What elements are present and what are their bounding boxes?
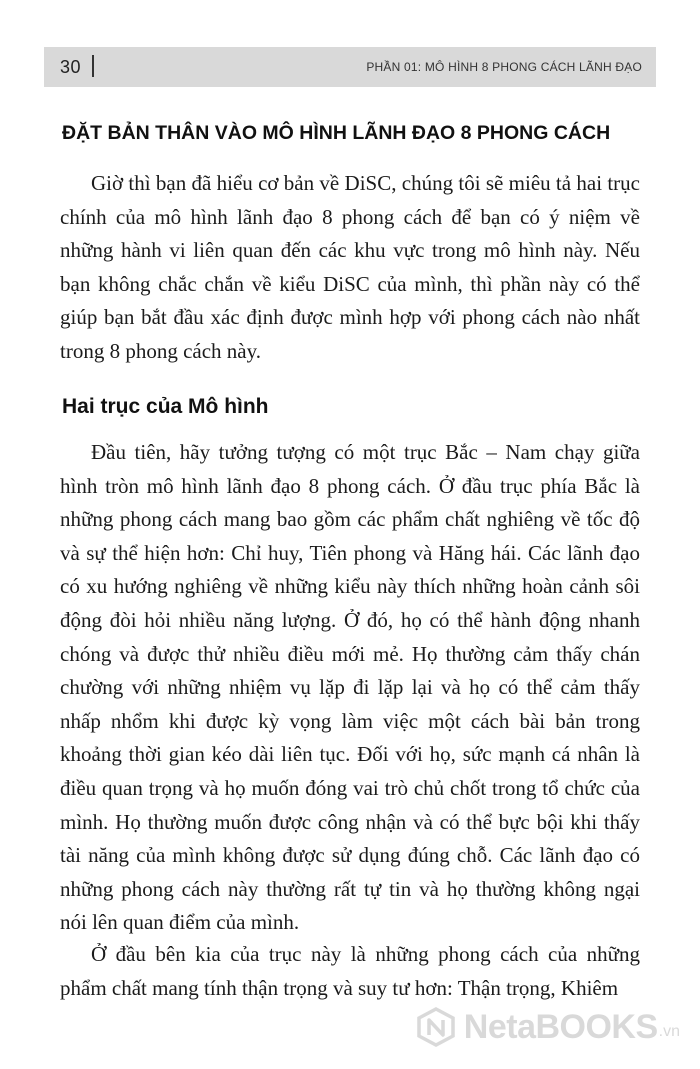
page-number: 30 [60, 57, 82, 77]
paragraph-south-axis: Ở đầu bên kia của trục này là những phong cách của những phẩm chất mang tính thận trọng và suy tư hơn: Thận trọng, Khiêm [60, 942, 640, 1000]
chapter-title: ĐẶT BẢN THÂN VÀO MÔ HÌNH LÃNH ĐẠO 8 PHONG CÁCH [62, 122, 611, 144]
watermark-suffix: .vn [658, 1023, 680, 1040]
paragraph-north-axis: Đầu tiên, hãy tưởng tượng có một trục Bắc – Nam chạy giữa hình tròn mô hình lãnh đạo 8 phong cách. Ở đầu trục phía Bắc là những phong cách mang bao gồm các phẩm chất nghiêng về tốc độ và sự thể hiện hơn: Chỉ huy, Tiên phong và Hăng hái. Các lãnh đạo có xu hướng nghiêng về những kiểu này thích những hoàn cảnh sôi động đòi hỏi nhiều năng lượng. Ở đó, họ có thể hành động nhanh chóng và được thử nhiều điều mới mẻ. Họ thường cảm thấy chán chường với những nhiệm vụ lặp đi lặp lại và họ có thể cảm thấy nhấp nhổm khi được kỳ vọng làm việc một cách bài bản trong khoảng thời gian kéo dài liên tục. Đối với họ, sức mạnh cá nhân là điều quan trọng và họ muốn đóng vai trò chủ chốt trong tổ chức của mình. Họ thường muốn được công nhận và có thể bực bội khi thấy tài năng của mình không được sử dụng đúng chỗ. Các lãnh đạo có những phong cách này thường rất tự tin và họ thường không ngại nói lên quan điểm của mình. [60, 440, 640, 935]
watermark [416, 1007, 680, 1047]
section-heading: Hai trục của Mô hình [62, 395, 269, 418]
netabooks-n-logo-icon [416, 1007, 456, 1047]
paragraph-intro: Giờ thì bạn đã hiểu cơ bản về DiSC, chúng tôi sẽ miêu tả hai trục chính của mô hình lãnh đạo 8 phong cách để bạn có ý niệm về những hành vi liên quan đến các khu vực trong mô hình này. Nếu bạn không chắc chắn về kiểu DiSC của mình, thì phần này có thể giúp bạn bắt đầu xác định được mình hợp với phong cách nào nhất trong 8 phong cách này. [60, 171, 640, 363]
header-separator [92, 55, 94, 77]
running-head: PHẦN 01: MÔ HÌNH 8 PHONG CÁCH LÃNH ĐẠO [366, 60, 642, 74]
watermark-text: NetaBOOKS [463, 1007, 658, 1046]
